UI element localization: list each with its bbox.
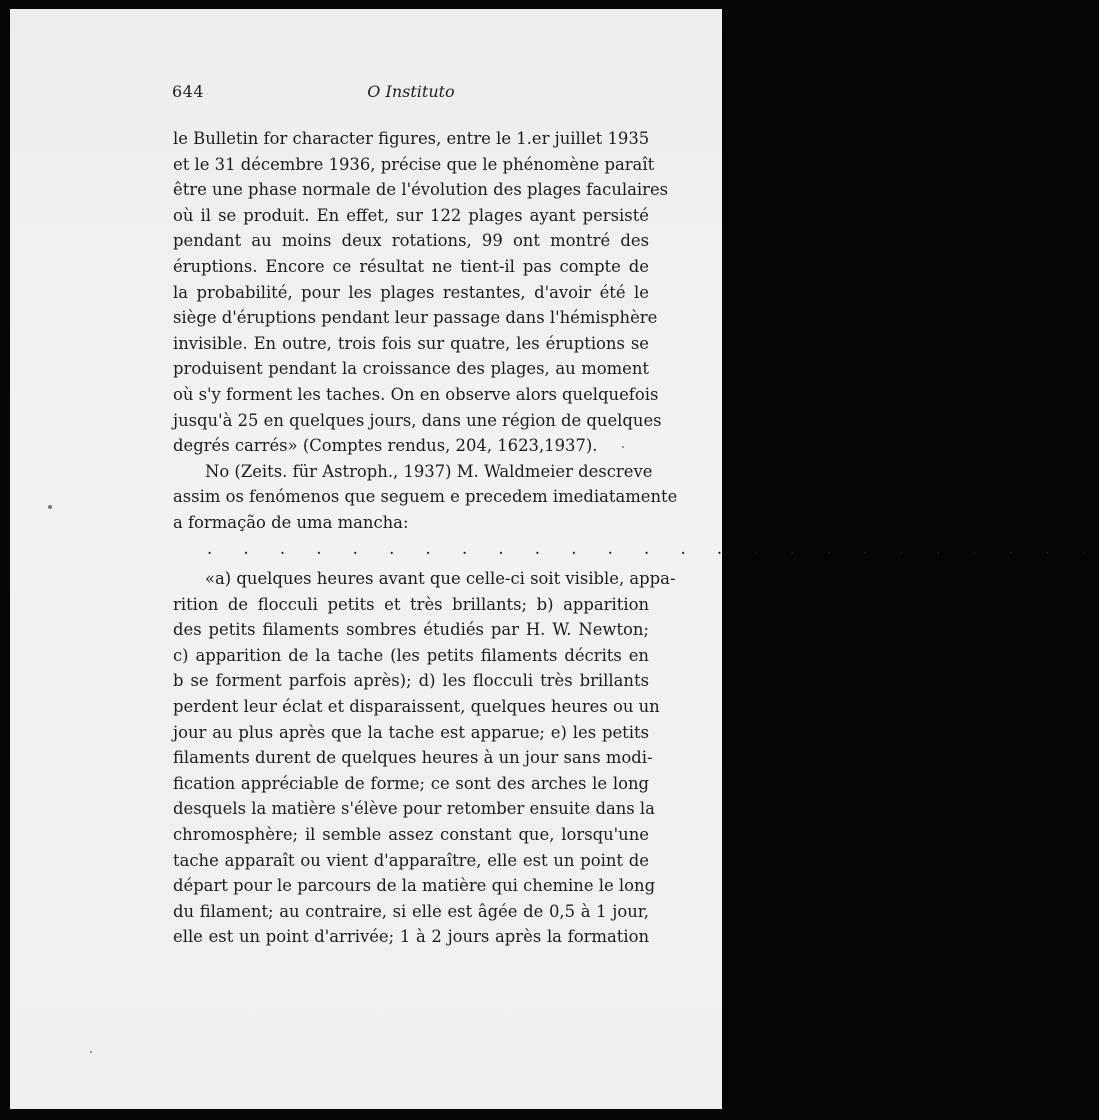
text-line: c) apparition de la tache (les petits filaments décrits en (173, 645, 649, 665)
text-line: chromosphère; il semble assez constant que, lorsqu'une (173, 825, 649, 845)
text-line: pendant au moins deux rotations, 99 ont montré des (173, 231, 649, 251)
text-line: elle est un point d'arrivée; 1 à 2 jours après la formation (173, 927, 649, 947)
text-line: et le 31 décembre 1936, précise que le phénomène paraît (173, 154, 655, 174)
text-line: tache apparaît ou vient d'apparaître, elle est un point de (173, 850, 649, 870)
text-line: invisible. En outre, trois fois sur quatre, les éruptions se (173, 333, 649, 353)
text-line: a formação de uma mancha: (173, 512, 409, 532)
text-line: le Bulletin for character figures, entre le 1.er juillet 1935 (173, 129, 650, 148)
ellipsis-row: . . . . . . . . . . . . . . . . . . . . . . . . . (207, 538, 1099, 558)
text-line: rition de flocculi petits et très brillants; b) apparition (173, 594, 649, 614)
text-line: siège d'éruptions pendant leur passage dans l'hémisphère (173, 308, 658, 328)
text-line: assim os fenómenos que seguem e precedem imediatamente (173, 487, 678, 507)
text-line: produisent pendant la croissance des plages, au moment (173, 359, 649, 379)
text-line: la probabilité, pour les plages restantes, d'avoir été le (173, 282, 649, 302)
text-line: des petits filaments sombres étudiés par H. W. Newton; (173, 620, 649, 640)
dust-speck (90, 1051, 92, 1053)
text-line: jour au plus après que la tache est apparue; e) les petits (173, 722, 649, 742)
page-header (172, 82, 650, 108)
dust-speck (48, 505, 52, 509)
text-line: «a) quelques heures avant que celle-ci soit visible, appa- (205, 569, 676, 589)
text-line: jusqu'à 25 en quelques jours, dans une région de quelques (173, 410, 662, 430)
text-line: degrés carrés» (Comptes rendus, 204, 1623,1937). (173, 436, 598, 456)
running-title: O Instituto (367, 82, 455, 101)
body-text (173, 126, 1099, 950)
text-line: perdent leur éclat et disparaissent, quelques heures ou un (173, 697, 660, 717)
text-line: être une phase normale de l'évolution des plages faculaires (173, 180, 669, 200)
text-line: où s'y forment les taches. On en observe alors quelquefois (173, 384, 659, 404)
page-number: 644 (172, 82, 205, 101)
scanned-page (10, 9, 1099, 1109)
text-line: desquels la matière s'élève pour retomber ensuite dans la (173, 799, 655, 819)
text-line: du filament; au contraire, si elle est âgée de 0,5 à 1 jour, (173, 901, 649, 921)
text-line: No (Zeits. für Astroph., 1937) M. Waldmeier descreve (205, 461, 653, 481)
text-line: où il se produit. En effet, sur 122 plages ayant persisté (173, 205, 649, 225)
text-line: filaments durent de quelques heures à un jour sans modi- (173, 748, 653, 768)
text-line: b se forment parfois après); d) les flocculi très brillants (173, 671, 649, 691)
text-line: éruptions. Encore ce résultat ne tient-il pas compte de (173, 256, 649, 276)
text-line: fication appréciable de forme; ce sont des arches le long (173, 773, 649, 793)
text-line: départ pour le parcours de la matière qui chemine le long (173, 876, 656, 896)
